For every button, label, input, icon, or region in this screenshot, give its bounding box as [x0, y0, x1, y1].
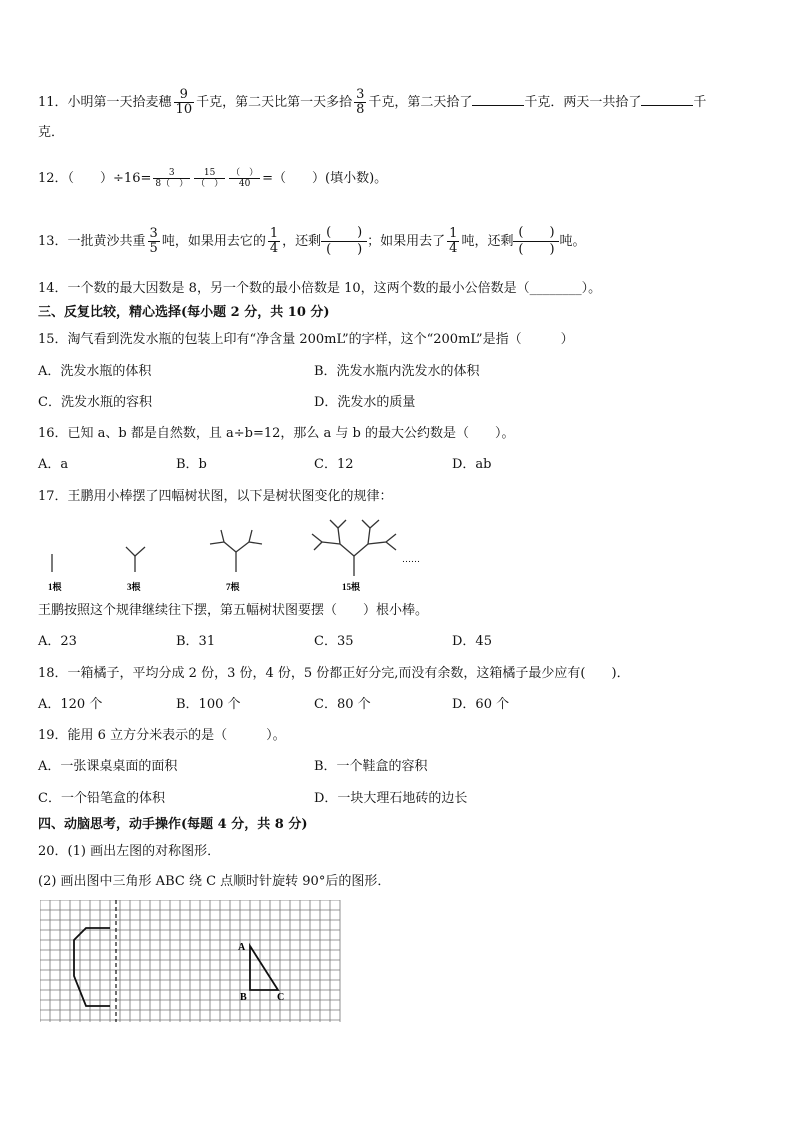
fraction-3-5: $\frac{3}{5}$	[149, 226, 158, 256]
tree-3	[210, 530, 262, 572]
option-b[interactable]: B．b	[176, 457, 207, 472]
fraction-small: $\frac{3}{8( )}$	[155, 168, 189, 189]
option-d[interactable]: D．45	[452, 634, 492, 649]
question-11-cont: 克．	[38, 125, 65, 140]
option-b[interactable]: B．31	[176, 634, 216, 649]
option-d[interactable]: D．洗发水的质量	[314, 395, 416, 410]
option-b[interactable]: B．洗发水瓶内洗发水的体积	[314, 364, 480, 379]
tree-2	[126, 547, 145, 572]
fraction-3-8: $\frac{3}{8}$	[356, 87, 365, 117]
answer-blank[interactable]	[472, 91, 524, 106]
answer-fraction-box[interactable]: ( ) ( )	[513, 225, 559, 258]
option-c[interactable]: C．12	[314, 457, 354, 472]
point-b-label: B	[240, 992, 247, 1003]
tree-label: 7根	[226, 582, 240, 592]
option-a[interactable]: A．120 个	[38, 697, 103, 712]
question-18: 18．一箱橘子，平均分成 2 份，3 份，4 份，5 份都正好分完,而没有余数，这箱橘子最少应有( )．	[38, 666, 630, 681]
fraction-1-4: $\frac{1}{4}$	[449, 226, 458, 256]
question-12: 12．（ ）÷16= $\frac{3}{8( )}$ $\frac{15}{( )}$ $\frac{( )}{40}$ =（ ）(填小数)。	[38, 168, 388, 189]
question-19: 19．能用 6 立方分米表示的是（ ）。	[38, 728, 286, 743]
fraction-9-10: $\frac{9}{10}$	[175, 87, 193, 117]
fraction-1-4: $\frac{1}{4}$	[269, 226, 279, 256]
fraction-small: $\frac{( )}{40}$	[231, 168, 259, 189]
option-a[interactable]: A．23	[38, 634, 77, 649]
question-15: 15．淘气看到洗发水瓶的包装上印有“净含量 200mL”的字样，这个“200mL”是指（ ）	[38, 332, 574, 347]
option-d[interactable]: D．一块大理石地砖的边长	[314, 791, 468, 806]
question-20-part-1: 20．(1) 画出左图的对称图形．	[38, 844, 221, 859]
tree-label: 1根	[48, 582, 62, 592]
option-c[interactable]: C．一个铅笔盒的体积	[38, 791, 165, 806]
option-a[interactable]: A．a	[38, 457, 69, 472]
section-4-heading: 四、动脑思考，动手操作(每题 4 分，共 8 分)	[38, 817, 308, 832]
question-13: 13．一批黄沙共重 $\frac{3}{5}$ 吨，如果用去它的 $\frac{1}{4}$ ，还剩 ( ) ( )；如果用去了 $\frac{1}{4}$ 吨，还剩 ( ) ( )吨。	[38, 225, 586, 257]
option-d[interactable]: D．60 个	[452, 697, 510, 712]
option-b[interactable]: B．100 个	[176, 697, 241, 712]
option-a[interactable]: A．洗发水瓶的体积	[38, 364, 152, 379]
point-a-label: A	[238, 942, 246, 953]
option-c[interactable]: C．洗发水瓶的容积	[38, 395, 152, 410]
option-a[interactable]: A．一张课桌桌面的面积	[38, 759, 178, 774]
question-11: 11．小明第一天拾麦穗 $\frac{9}{10}$ 千克，第二天比第一天多拾 $\frac{3}{8}$ 千克，第二天拾了 千克．两天一共拾了 千	[38, 87, 707, 117]
question-16: 16．已知 a、b 都是自然数，且 a÷b=12，那么 a 与 b 的最大公约数是（ ）。	[38, 426, 515, 441]
option-c[interactable]: C．80 个	[314, 697, 371, 712]
tree-4	[312, 520, 396, 576]
tree-label: 15根	[342, 582, 361, 592]
triangle-abc	[250, 946, 278, 990]
grid-figure	[40, 900, 342, 1024]
option-d[interactable]: D．ab	[452, 457, 492, 472]
point-c-label: C	[277, 992, 285, 1003]
question-20-part-2: (2) 画出图中三角形 ABC 绕 C 点顺时针旋转 90°后的图形．	[38, 874, 391, 889]
answer-blank[interactable]	[641, 91, 693, 106]
option-b[interactable]: B．一个鞋盒的容积	[314, 759, 428, 774]
section-3-heading: 三、反复比较，精心选择(每小题 2 分，共 10 分)	[38, 305, 330, 320]
question-14: 14．一个数的最大因数是 8，另一个数的最小倍数是 10，这两个数的最小公倍数是（________）。	[38, 281, 602, 296]
question-17-ask: 王鹏按照这个规律继续往下摆，第五幅树状图要摆（ ）根小棒。	[38, 603, 429, 618]
tree-label: 3根	[127, 582, 141, 592]
question-17: 17．王鹏用小棒摆了四幅树状图，以下是树状图变化的规律：	[38, 489, 393, 504]
tree-diagram	[38, 512, 458, 596]
answer-fraction-box[interactable]: ( ) ( )	[321, 225, 367, 258]
ellipsis: ……	[402, 554, 420, 564]
option-c[interactable]: C．35	[314, 634, 354, 649]
fraction-small: $\frac{15}{( )}$	[196, 168, 224, 189]
